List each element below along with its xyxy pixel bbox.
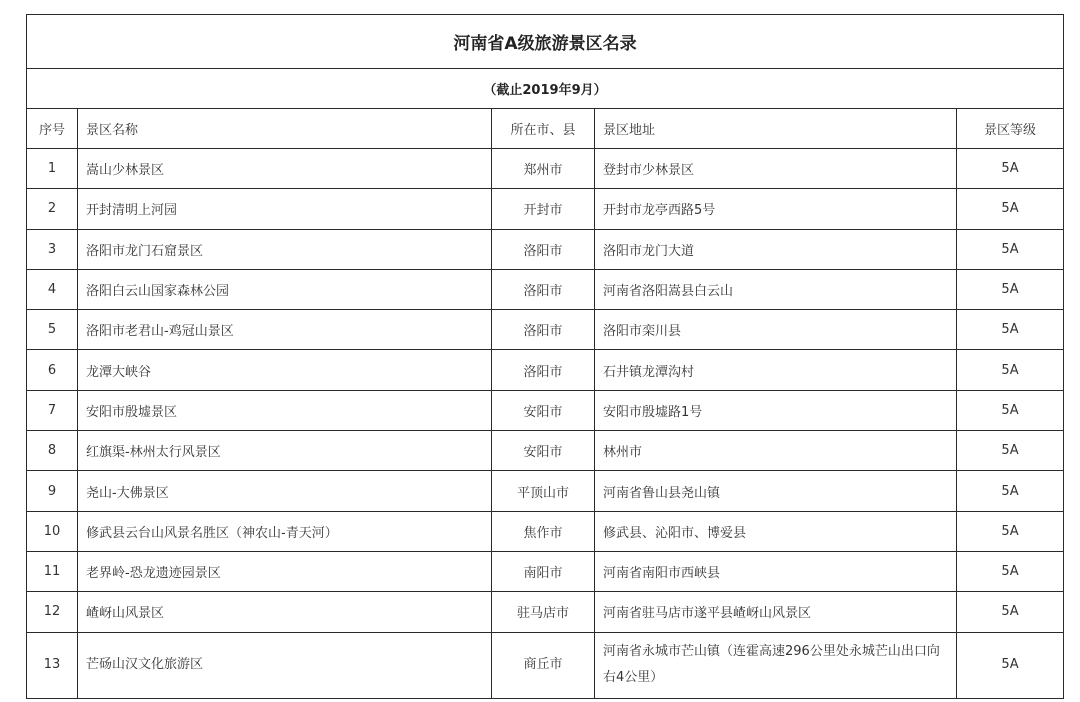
table-title-row — [27, 15, 1064, 69]
table-row — [27, 269, 1064, 309]
cell-name: 老界岭-恐龙遗迹园景区 — [78, 551, 492, 591]
cell-index: 2 — [27, 189, 78, 229]
cell-index: 1 — [27, 149, 78, 189]
cell-index: 11 — [27, 551, 78, 591]
cell-address: 修武县、沁阳市、博爱县 — [595, 511, 957, 551]
table-row — [27, 149, 1064, 189]
cell-index: 5 — [27, 310, 78, 350]
cell-address: 安阳市殷墟路1号 — [595, 390, 957, 430]
table-row — [27, 310, 1064, 350]
cell-city: 平顶山市 — [492, 471, 595, 511]
cell-level: 5A — [957, 431, 1064, 471]
cell-city: 洛阳市 — [492, 310, 595, 350]
table-title: 河南省A级旅游景区名录 — [27, 15, 1064, 69]
cell-index: 3 — [27, 229, 78, 269]
cell-index: 13 — [27, 632, 78, 698]
table-subtitle: （截止2019年9月） — [27, 69, 1064, 109]
cell-city: 洛阳市 — [492, 229, 595, 269]
cell-level: 5A — [957, 471, 1064, 511]
cell-address: 河南省驻马店市遂平县嵖岈山风景区 — [595, 592, 957, 632]
cell-city: 安阳市 — [492, 431, 595, 471]
cell-index: 10 — [27, 511, 78, 551]
table-row — [27, 229, 1064, 269]
cell-name: 尧山-大佛景区 — [78, 471, 492, 511]
cell-index: 7 — [27, 390, 78, 430]
header-address: 景区地址 — [595, 109, 957, 149]
scenic-area-table-container — [26, 14, 1063, 699]
table-row — [27, 592, 1064, 632]
cell-city: 商丘市 — [492, 632, 595, 698]
cell-level: 5A — [957, 632, 1064, 698]
cell-name: 嵩山少林景区 — [78, 149, 492, 189]
header-name: 景区名称 — [78, 109, 492, 149]
cell-level: 5A — [957, 350, 1064, 390]
cell-level: 5A — [957, 310, 1064, 350]
cell-level: 5A — [957, 269, 1064, 309]
cell-address: 洛阳市龙门大道 — [595, 229, 957, 269]
cell-city: 洛阳市 — [492, 350, 595, 390]
cell-index: 8 — [27, 431, 78, 471]
cell-level: 5A — [957, 511, 1064, 551]
cell-city: 郑州市 — [492, 149, 595, 189]
cell-level: 5A — [957, 229, 1064, 269]
table-row — [27, 511, 1064, 551]
cell-city: 南阳市 — [492, 551, 595, 591]
header-level: 景区等级 — [957, 109, 1064, 149]
table-row — [27, 471, 1064, 511]
cell-city: 安阳市 — [492, 390, 595, 430]
table-subtitle-row — [27, 69, 1064, 109]
table-header-row — [27, 109, 1064, 149]
table-row — [27, 189, 1064, 229]
cell-address: 登封市少林景区 — [595, 149, 957, 189]
cell-address: 河南省洛阳嵩县白云山 — [595, 269, 957, 309]
cell-level: 5A — [957, 390, 1064, 430]
table-row — [27, 350, 1064, 390]
cell-name: 洛阳白云山国家森林公园 — [78, 269, 492, 309]
cell-address: 河南省鲁山县尧山镇 — [595, 471, 957, 511]
table-row — [27, 390, 1064, 430]
cell-name: 红旗渠-林州太行风景区 — [78, 431, 492, 471]
cell-name: 嵖岈山风景区 — [78, 592, 492, 632]
cell-level: 5A — [957, 592, 1064, 632]
table-row — [27, 551, 1064, 591]
cell-index: 12 — [27, 592, 78, 632]
cell-name: 安阳市殷墟景区 — [78, 390, 492, 430]
table-row — [27, 431, 1064, 471]
cell-name: 修武县云台山风景名胜区（神农山-青天河） — [78, 511, 492, 551]
cell-address: 林州市 — [595, 431, 957, 471]
cell-address: 开封市龙亭西路5号 — [595, 189, 957, 229]
table-row — [27, 632, 1064, 698]
cell-address: 河南省南阳市西峡县 — [595, 551, 957, 591]
cell-city: 洛阳市 — [492, 269, 595, 309]
cell-index: 4 — [27, 269, 78, 309]
cell-index: 6 — [27, 350, 78, 390]
cell-name: 龙潭大峡谷 — [78, 350, 492, 390]
scenic-area-table — [26, 14, 1064, 699]
cell-level: 5A — [957, 189, 1064, 229]
cell-address: 石井镇龙潭沟村 — [595, 350, 957, 390]
cell-name: 洛阳市老君山-鸡冠山景区 — [78, 310, 492, 350]
cell-address: 洛阳市栾川县 — [595, 310, 957, 350]
cell-address: 河南省永城市芒山镇（连霍高速296公里处永城芒山出口向右4公里） — [595, 632, 957, 698]
cell-city: 开封市 — [492, 189, 595, 229]
cell-city: 驻马店市 — [492, 592, 595, 632]
cell-index: 9 — [27, 471, 78, 511]
cell-name: 芒砀山汉文化旅游区 — [78, 632, 492, 698]
cell-city: 焦作市 — [492, 511, 595, 551]
header-index: 序号 — [27, 109, 78, 149]
header-city: 所在市、县 — [492, 109, 595, 149]
cell-level: 5A — [957, 149, 1064, 189]
cell-name: 洛阳市龙门石窟景区 — [78, 229, 492, 269]
cell-name: 开封清明上河园 — [78, 189, 492, 229]
cell-level: 5A — [957, 551, 1064, 591]
